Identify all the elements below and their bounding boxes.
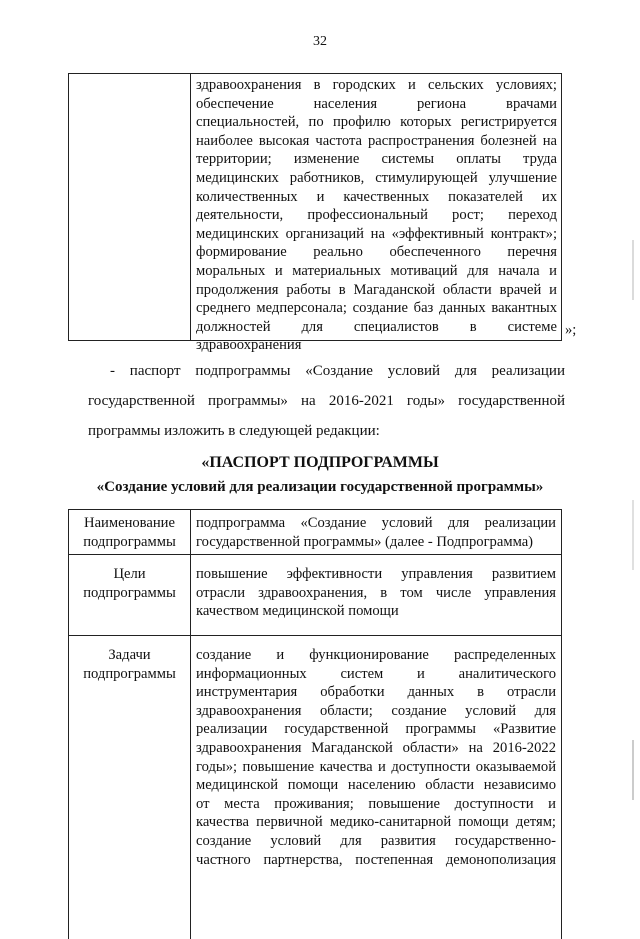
page-number: 32	[313, 34, 327, 49]
closing-quote: »;	[565, 322, 577, 338]
label-line: Цели	[113, 566, 146, 583]
label-line: Наименование	[84, 515, 175, 531]
row-value	[191, 555, 562, 636]
value-line: повышение эффективности управления развитием	[196, 566, 556, 583]
passport-table	[68, 509, 562, 939]
value-line: информационных систем и аналитического	[196, 665, 556, 682]
value-line: реализации государственной программы «Развитие	[196, 721, 556, 738]
value-line: качества первичной медико-санитарной помощи детям;	[196, 814, 556, 831]
value-line: инструментария обработки данных в отрасли	[196, 684, 556, 701]
row-label	[69, 635, 191, 939]
value-line: здравоохранения области; создание условий для	[196, 702, 556, 719]
scan-margin-mark	[632, 740, 634, 800]
text-line: моральных и материальных мотиваций для начала и	[196, 262, 557, 279]
text-line: здравоохранения	[196, 337, 302, 354]
row-label	[69, 510, 191, 555]
value-line: подпрограмма «Создание условий для реализации	[196, 515, 556, 531]
text-line: обеспечение населения региона врачами	[196, 95, 557, 112]
text-line: должностей для специалистов в системе	[196, 318, 557, 335]
table-row	[69, 510, 562, 555]
label-line: Задачи	[108, 646, 151, 663]
amendment-paragraph	[88, 356, 565, 446]
row-value	[191, 510, 562, 555]
text-line: формирование реально обеспеченного перечня	[196, 244, 557, 261]
value-line: создание условий для развития государственно-	[196, 832, 556, 849]
label-line: подпрограммы	[83, 533, 176, 550]
text-line: наиболее высокая частота распространения болезней на	[196, 132, 557, 149]
scan-margin-mark	[632, 240, 634, 300]
value-line: годы»; повышение качества и доступности оказываемой	[196, 758, 556, 775]
text-line: медицинских организаций на «эффективный контракт»;	[196, 225, 557, 242]
continued-table	[68, 73, 562, 354]
value-line: создание и функционирование распределенных	[196, 646, 556, 663]
paragraph-line: государственной программы» на 2016-2021 годы» государственной	[88, 393, 565, 409]
value-line: качеством медицинской помощи	[196, 603, 399, 620]
value-line: медицинской помощи населению области независимо	[196, 777, 556, 794]
label-line: подпрограммы	[83, 584, 176, 601]
value-line: частного партнерства, постепенная демонополизация	[196, 851, 556, 868]
value-line: государственной программы» (далее - Подпрограмма)	[196, 533, 534, 550]
paragraph-line: программы изложить в следующей редакции:	[88, 423, 380, 439]
label-line: подпрограммы	[83, 665, 176, 682]
passport-heading: «ПАСПОРТ ПОДПРОГРАММЫ	[201, 454, 439, 471]
text-line: территории; изменение системы оплаты труда	[196, 151, 557, 168]
value-line: отрасли здравоохранения, в том числе управления	[196, 584, 556, 601]
text-line: деятельности, профессиональный рост; переход	[196, 207, 557, 224]
row-label	[69, 555, 191, 636]
paragraph-line: - паспорт подпрограммы «Создание условий для реализации	[110, 363, 565, 379]
table-row	[69, 555, 562, 636]
text-line: продолжения работы в Магаданской области врачей и	[196, 281, 557, 298]
text-line: количественных и качественных показателей их	[196, 188, 557, 205]
text-line: здравоохранения в городских и сельских условиях;	[196, 77, 557, 93]
text-line: медицинских работников, стимулирующей улучшение	[196, 169, 557, 186]
text-line: среднего медперсонала; создание баз данных вакантных	[196, 300, 557, 317]
scan-margin-mark	[632, 500, 634, 570]
table-row	[69, 635, 562, 939]
text-line: специальностей, по профилю которых регистрируется	[196, 114, 557, 131]
passport-subheading: «Создание условий для реализации государственной программы»	[96, 479, 544, 495]
value-line: здравоохранения Магаданской области» на 2016-2022	[196, 739, 556, 756]
row-value	[191, 635, 562, 939]
value-line: от места проживания; повышение доступности и	[196, 795, 556, 812]
continued-cell-text	[196, 76, 557, 355]
table-column-divider	[190, 74, 191, 340]
